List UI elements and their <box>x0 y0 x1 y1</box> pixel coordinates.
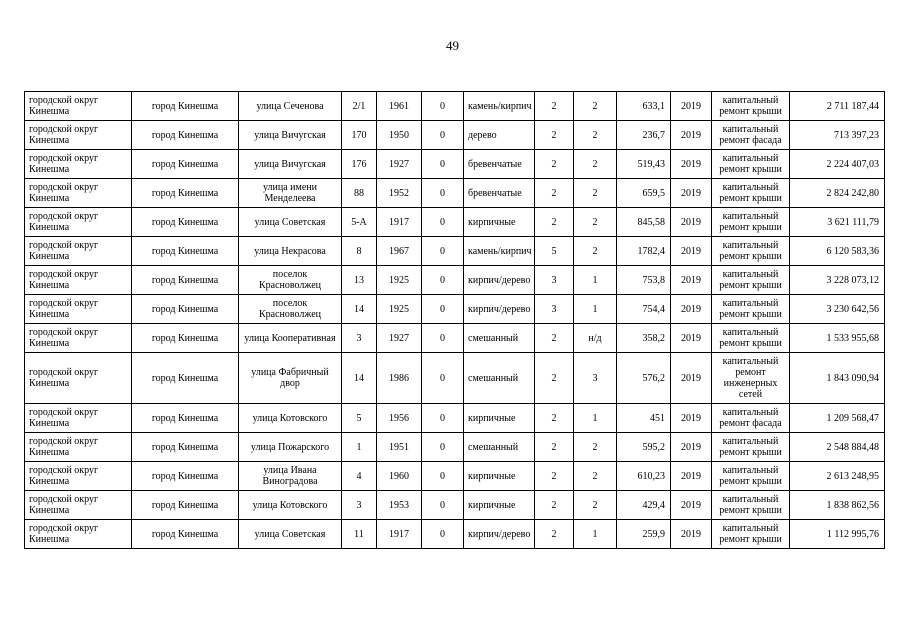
work-type-cell: капитальный ремонт крыши <box>712 179 790 208</box>
zero-value-cell: 0 <box>422 179 464 208</box>
build-year-cell: 1953 <box>377 491 422 520</box>
floors-cell: 2 <box>535 150 574 179</box>
street-cell: поселок Красноволжец <box>239 295 342 324</box>
floors-cell: 2 <box>535 353 574 404</box>
plan-year-cell: 2019 <box>671 295 712 324</box>
work-type-cell: капитальный ремонт крыши <box>712 237 790 266</box>
area-cell: 519,43 <box>617 150 671 179</box>
area-cell: 633,1 <box>617 92 671 121</box>
area-cell: 610,23 <box>617 462 671 491</box>
table-row <box>25 237 885 266</box>
cost-cell: 2 824 242,80 <box>790 179 885 208</box>
area-cell: 259,9 <box>617 520 671 549</box>
zero-value-cell: 0 <box>422 462 464 491</box>
zero-value-cell: 0 <box>422 433 464 462</box>
entrances-cell: 1 <box>574 295 617 324</box>
work-type-cell: капитальный ремонт крыши <box>712 295 790 324</box>
work-type-cell: капитальный ремонт крыши <box>712 433 790 462</box>
wall-material-cell: дерево <box>464 121 535 150</box>
work-type-cell: капитальный ремонт крыши <box>712 92 790 121</box>
wall-material-cell: смешанный <box>464 324 535 353</box>
cost-cell: 3 230 642,56 <box>790 295 885 324</box>
floors-cell: 2 <box>535 208 574 237</box>
cost-cell: 713 397,23 <box>790 121 885 150</box>
municipality-cell: городской округ Кинешма <box>25 150 132 179</box>
street-cell: улица Советская <box>239 208 342 237</box>
cost-cell: 2 711 187,44 <box>790 92 885 121</box>
zero-value-cell: 0 <box>422 266 464 295</box>
area-cell: 451 <box>617 404 671 433</box>
house-number-cell: 14 <box>342 353 377 404</box>
wall-material-cell: кирпичные <box>464 462 535 491</box>
street-cell: улица Котовского <box>239 491 342 520</box>
house-number-cell: 176 <box>342 150 377 179</box>
street-cell: улица Кооперативная <box>239 324 342 353</box>
wall-material-cell: смешанный <box>464 353 535 404</box>
entrances-cell: 2 <box>574 491 617 520</box>
street-cell: улица Фабричный двор <box>239 353 342 404</box>
plan-year-cell: 2019 <box>671 353 712 404</box>
area-cell: 576,2 <box>617 353 671 404</box>
entrances-cell: 2 <box>574 150 617 179</box>
cost-cell: 1 533 955,68 <box>790 324 885 353</box>
zero-value-cell: 0 <box>422 92 464 121</box>
entrances-cell: 2 <box>574 237 617 266</box>
municipality-cell: городской округ Кинешма <box>25 433 132 462</box>
street-cell: улица Сеченова <box>239 92 342 121</box>
floors-cell: 2 <box>535 462 574 491</box>
entrances-cell: 1 <box>574 266 617 295</box>
wall-material-cell: кирпич/дерево <box>464 295 535 324</box>
work-type-cell: капитальный ремонт крыши <box>712 491 790 520</box>
city-cell: город Кинешма <box>132 266 239 295</box>
build-year-cell: 1951 <box>377 433 422 462</box>
house-number-cell: 5 <box>342 404 377 433</box>
area-cell: 754,4 <box>617 295 671 324</box>
build-year-cell: 1927 <box>377 150 422 179</box>
table-row <box>25 92 885 121</box>
entrances-cell: 2 <box>574 121 617 150</box>
build-year-cell: 1961 <box>377 92 422 121</box>
city-cell: город Кинешма <box>132 295 239 324</box>
plan-year-cell: 2019 <box>671 208 712 237</box>
city-cell: город Кинешма <box>132 324 239 353</box>
municipality-cell: городской округ Кинешма <box>25 491 132 520</box>
work-type-cell: капитальный ремонт крыши <box>712 520 790 549</box>
work-type-cell: капитальный ремонт крыши <box>712 150 790 179</box>
city-cell: город Кинешма <box>132 353 239 404</box>
house-number-cell: 8 <box>342 237 377 266</box>
floors-cell: 2 <box>535 404 574 433</box>
cost-cell: 1 843 090,94 <box>790 353 885 404</box>
house-number-cell: 3 <box>342 491 377 520</box>
work-type-cell: капитальный ремонт крыши <box>712 208 790 237</box>
city-cell: город Кинешма <box>132 179 239 208</box>
street-cell: поселок Красноволжец <box>239 266 342 295</box>
plan-year-cell: 2019 <box>671 462 712 491</box>
wall-material-cell: смешанный <box>464 433 535 462</box>
zero-value-cell: 0 <box>422 237 464 266</box>
page-number: 49 <box>446 38 459 53</box>
floors-cell: 3 <box>535 295 574 324</box>
area-cell: 358,2 <box>617 324 671 353</box>
plan-year-cell: 2019 <box>671 237 712 266</box>
wall-material-cell: бревенчатые <box>464 179 535 208</box>
floors-cell: 3 <box>535 266 574 295</box>
cost-cell: 2 613 248,95 <box>790 462 885 491</box>
wall-material-cell: кирпичные <box>464 491 535 520</box>
build-year-cell: 1927 <box>377 324 422 353</box>
street-cell: улица Ивана Виноградова <box>239 462 342 491</box>
city-cell: город Кинешма <box>132 121 239 150</box>
build-year-cell: 1967 <box>377 237 422 266</box>
municipality-cell: городской округ Кинешма <box>25 353 132 404</box>
table-row <box>25 266 885 295</box>
work-type-cell: капитальный ремонт крыши <box>712 266 790 295</box>
floors-cell: 5 <box>535 237 574 266</box>
build-year-cell: 1950 <box>377 121 422 150</box>
plan-year-cell: 2019 <box>671 121 712 150</box>
entrances-cell: 3 <box>574 353 617 404</box>
city-cell: город Кинешма <box>132 491 239 520</box>
city-cell: город Кинешма <box>132 237 239 266</box>
city-cell: город Кинешма <box>132 520 239 549</box>
table-row <box>25 491 885 520</box>
house-number-cell: 4 <box>342 462 377 491</box>
floors-cell: 2 <box>535 520 574 549</box>
municipality-cell: городской округ Кинешма <box>25 121 132 150</box>
street-cell: улица Вичугская <box>239 121 342 150</box>
city-cell: город Кинешма <box>132 208 239 237</box>
table-row <box>25 353 885 404</box>
build-year-cell: 1925 <box>377 295 422 324</box>
floors-cell: 2 <box>535 433 574 462</box>
entrances-cell: 2 <box>574 433 617 462</box>
area-cell: 753,8 <box>617 266 671 295</box>
table-row <box>25 324 885 353</box>
street-cell: улица Котовского <box>239 404 342 433</box>
house-number-cell: 13 <box>342 266 377 295</box>
plan-year-cell: 2019 <box>671 520 712 549</box>
street-cell: улица Советская <box>239 520 342 549</box>
zero-value-cell: 0 <box>422 404 464 433</box>
wall-material-cell: кирпичные <box>464 208 535 237</box>
cost-cell: 2 548 884,48 <box>790 433 885 462</box>
area-cell: 236,7 <box>617 121 671 150</box>
build-year-cell: 1917 <box>377 520 422 549</box>
area-cell: 1782,4 <box>617 237 671 266</box>
entrances-cell: 2 <box>574 92 617 121</box>
plan-year-cell: 2019 <box>671 150 712 179</box>
wall-material-cell: камень/кирпич <box>464 237 535 266</box>
zero-value-cell: 0 <box>422 208 464 237</box>
plan-year-cell: 2019 <box>671 179 712 208</box>
table-row <box>25 462 885 491</box>
table-row <box>25 520 885 549</box>
street-cell: улица имени Менделеева <box>239 179 342 208</box>
wall-material-cell: бревенчатые <box>464 150 535 179</box>
zero-value-cell: 0 <box>422 295 464 324</box>
municipality-cell: городской округ Кинешма <box>25 324 132 353</box>
cost-cell: 1 112 995,76 <box>790 520 885 549</box>
entrances-cell: 2 <box>574 462 617 491</box>
build-year-cell: 1952 <box>377 179 422 208</box>
area-cell: 429,4 <box>617 491 671 520</box>
city-cell: город Кинешма <box>132 150 239 179</box>
entrances-cell: 1 <box>574 404 617 433</box>
plan-year-cell: 2019 <box>671 92 712 121</box>
table-row <box>25 404 885 433</box>
work-type-cell: капитальный ремонт крыши <box>712 462 790 491</box>
table-row <box>25 208 885 237</box>
municipality-cell: городской округ Кинешма <box>25 295 132 324</box>
build-year-cell: 1956 <box>377 404 422 433</box>
area-cell: 845,58 <box>617 208 671 237</box>
house-number-cell: 170 <box>342 121 377 150</box>
municipality-cell: городской округ Кинешма <box>25 92 132 121</box>
zero-value-cell: 0 <box>422 324 464 353</box>
work-type-cell: капитальный ремонт инженерных сетей <box>712 353 790 404</box>
municipality-cell: городской округ Кинешма <box>25 237 132 266</box>
cost-cell: 2 224 407,03 <box>790 150 885 179</box>
house-number-cell: 5-А <box>342 208 377 237</box>
city-cell: город Кинешма <box>132 404 239 433</box>
zero-value-cell: 0 <box>422 353 464 404</box>
work-type-cell: капитальный ремонт фасада <box>712 121 790 150</box>
house-number-cell: 2/1 <box>342 92 377 121</box>
house-number-cell: 1 <box>342 433 377 462</box>
entrances-cell: н/д <box>574 324 617 353</box>
city-cell: город Кинешма <box>132 433 239 462</box>
cost-cell: 6 120 583,36 <box>790 237 885 266</box>
plan-year-cell: 2019 <box>671 433 712 462</box>
floors-cell: 2 <box>535 179 574 208</box>
table-row <box>25 121 885 150</box>
housing-repair-table <box>24 91 885 549</box>
work-type-cell: капитальный ремонт крыши <box>712 324 790 353</box>
wall-material-cell: кирпичные <box>464 404 535 433</box>
house-number-cell: 3 <box>342 324 377 353</box>
build-year-cell: 1925 <box>377 266 422 295</box>
area-cell: 659,5 <box>617 179 671 208</box>
street-cell: улица Некрасова <box>239 237 342 266</box>
entrances-cell: 2 <box>574 208 617 237</box>
municipality-cell: городской округ Кинешма <box>25 208 132 237</box>
house-number-cell: 14 <box>342 295 377 324</box>
wall-material-cell: камень/кирпич <box>464 92 535 121</box>
municipality-cell: городской округ Кинешма <box>25 520 132 549</box>
table-row <box>25 179 885 208</box>
cost-cell: 1 838 862,56 <box>790 491 885 520</box>
plan-year-cell: 2019 <box>671 491 712 520</box>
municipality-cell: городской округ Кинешма <box>25 179 132 208</box>
floors-cell: 2 <box>535 92 574 121</box>
wall-material-cell: кирпич/дерево <box>464 266 535 295</box>
municipality-cell: городской округ Кинешма <box>25 404 132 433</box>
municipality-cell: городской округ Кинешма <box>25 266 132 295</box>
plan-year-cell: 2019 <box>671 266 712 295</box>
cost-cell: 1 209 568,47 <box>790 404 885 433</box>
house-number-cell: 11 <box>342 520 377 549</box>
table-row <box>25 150 885 179</box>
municipality-cell: городской округ Кинешма <box>25 462 132 491</box>
floors-cell: 2 <box>535 324 574 353</box>
wall-material-cell: кирпич/дерево <box>464 520 535 549</box>
zero-value-cell: 0 <box>422 491 464 520</box>
area-cell: 595,2 <box>617 433 671 462</box>
zero-value-cell: 0 <box>422 520 464 549</box>
table-row <box>25 295 885 324</box>
city-cell: город Кинешма <box>132 462 239 491</box>
street-cell: улица Вичугская <box>239 150 342 179</box>
plan-year-cell: 2019 <box>671 324 712 353</box>
build-year-cell: 1960 <box>377 462 422 491</box>
build-year-cell: 1917 <box>377 208 422 237</box>
work-type-cell: капитальный ремонт фасада <box>712 404 790 433</box>
build-year-cell: 1986 <box>377 353 422 404</box>
entrances-cell: 1 <box>574 520 617 549</box>
house-number-cell: 88 <box>342 179 377 208</box>
zero-value-cell: 0 <box>422 121 464 150</box>
city-cell: город Кинешма <box>132 92 239 121</box>
floors-cell: 2 <box>535 491 574 520</box>
zero-value-cell: 0 <box>422 150 464 179</box>
table-row <box>25 433 885 462</box>
cost-cell: 3 228 073,12 <box>790 266 885 295</box>
cost-cell: 3 621 111,79 <box>790 208 885 237</box>
street-cell: улица Пожарского <box>239 433 342 462</box>
plan-year-cell: 2019 <box>671 404 712 433</box>
floors-cell: 2 <box>535 121 574 150</box>
entrances-cell: 2 <box>574 179 617 208</box>
